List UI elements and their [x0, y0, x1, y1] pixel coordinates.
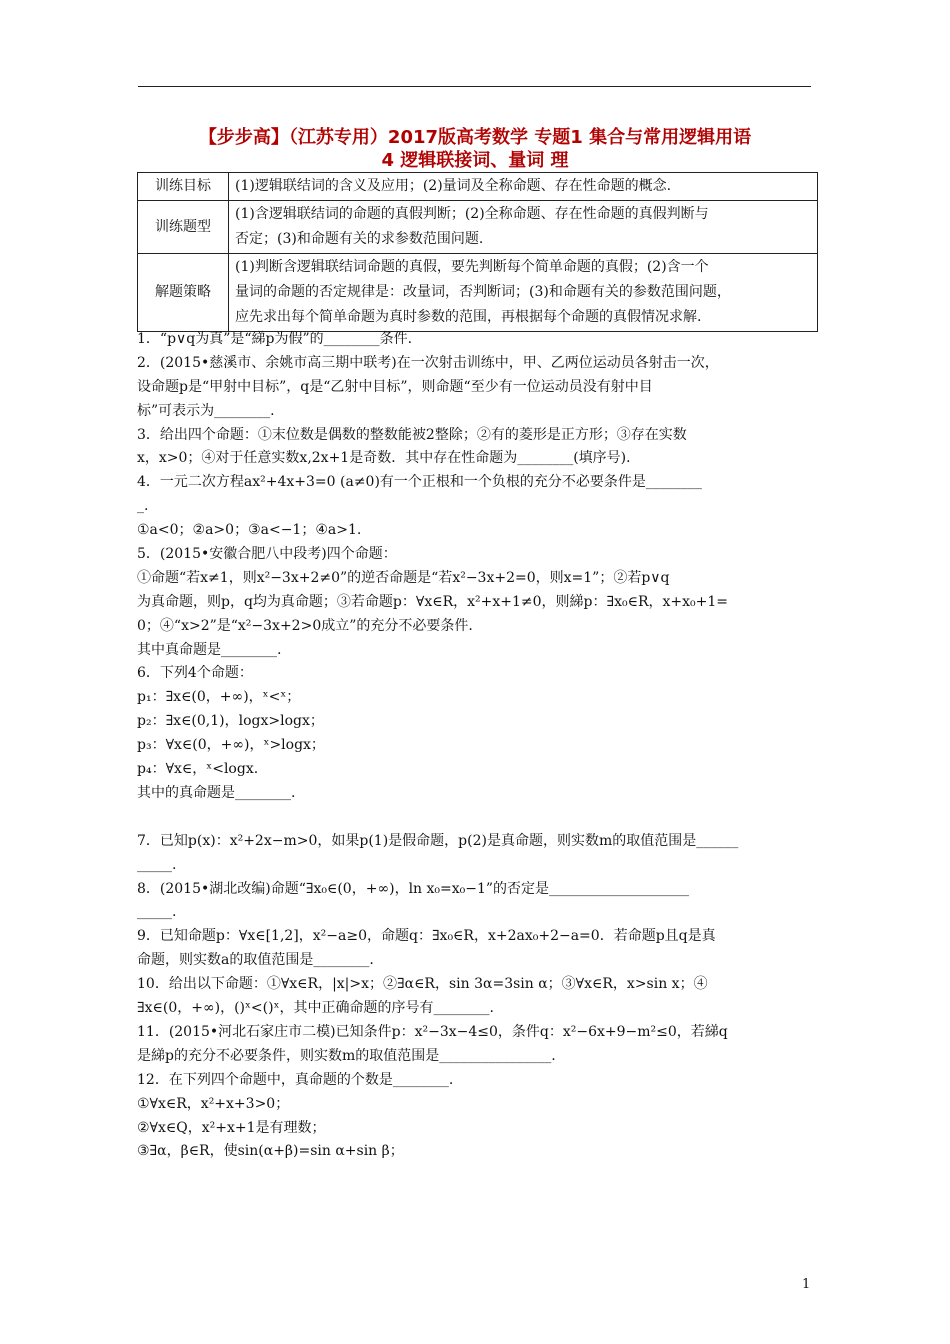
- text-line: 10．给出以下命题：①∀x∈R，|x|>x；②∃α∈R，sin 3α=3sin α；③∀x∈R，x>sin x；④: [137, 976, 708, 993]
- row-line: 否定；(3)和命题有关的求参数范围问题.: [235, 231, 484, 247]
- text-line: 是綈p的充分不必要条件，则实数m的取值范围是________________.: [137, 1047, 556, 1064]
- exercise-list: [137, 328, 817, 1164]
- text-line: ③∃α，β∈R，使sin(α+β)=sin α+sin β；: [137, 1143, 404, 1160]
- table-row: [138, 254, 818, 332]
- page-number: 1: [802, 1277, 811, 1292]
- text-line: ①a<0；②a>0；③a<−1；④a>1.: [137, 522, 362, 539]
- text-line: ①命题“若x≠1，则x²−3x+2≠0”的逆否命题是“若x²−3x+2=0，则x=1”；②若p∨q: [137, 569, 670, 586]
- text-line: 4．一元二次方程ax²+4x+3=0 (a≠0)有一个正根和一个负根的充分不必要条件是________: [137, 474, 702, 491]
- text-line: 为真命题，则p，q均为真命题；③若命题p：∀x∈R，x²+x+1≠0，则綈p：∃x₀∈R，x+x₀+1=: [137, 593, 729, 610]
- text-line: p₂：∃x∈(0,1)，logx>logx；: [137, 713, 324, 730]
- text-line: p₄：∀x∈，ˣ<logx.: [137, 761, 259, 778]
- blank-gap: [137, 806, 817, 830]
- row-content: [229, 201, 818, 254]
- row-line: 量词的命题的否定规律是：改量词，否判断词；(3)和命题有关的参数范围问题，: [235, 284, 731, 300]
- text-line: 设命题p是“甲射中目标”，q是“乙射中目标”，则命题“至少有一位运动员没有射中目: [137, 378, 653, 395]
- row-line: (1)判断含逻辑联结词命题的真假，要先判断每个简单命题的真假；(2)含一个: [235, 259, 709, 275]
- header-rule: [138, 86, 811, 87]
- text-line: 11．(2015•河北石家庄市二模)已知条件p：x²−3x−4≤0，条件q：x²−6x+9−m²≤0，若綈q: [137, 1023, 728, 1040]
- text-line: p₁：∃x∈(0，+∞)，ˣ<ˣ；: [137, 689, 301, 706]
- text-line: 5．(2015•安徽合肥八中段考)四个命题：: [137, 546, 397, 563]
- text-line: 12．在下列四个命题中，真命题的个数是________.: [137, 1071, 454, 1088]
- text-line: ∃x∈(0，+∞)，()ˣ<()ˣ，其中正确命题的序号有________.: [137, 1000, 494, 1017]
- text-line: x，x>0；④对于任意实数x,2x+1是奇数．其中存在性命题为________(填序号)．: [137, 450, 641, 467]
- row-content: [229, 173, 818, 201]
- text-line: _____.: [137, 904, 177, 921]
- text-line: 标”可表示为________.: [137, 402, 275, 419]
- training-info-table: [137, 172, 818, 332]
- document-subtitle: 4 逻辑联接词、量词 理: [381, 150, 569, 171]
- text-line: 9．已知命题p：∀x∈[1,2]，x²−a≥0，命题q：∃x₀∈R，x+2ax₀+2−a=0．若命题p且q是真: [137, 928, 716, 945]
- text-line: p₃：∀x∈(0，+∞)，ˣ>logx；: [137, 737, 325, 754]
- text-line: 7．已知p(x)：x²+2x−m>0，如果p(1)是假命题，p(2)是真命题，则实数m的取值范围是______: [137, 832, 739, 849]
- row-line: 应先求出每个简单命题为真时参数的范围，再根据每个命题的真假情况求解.: [235, 309, 702, 325]
- text-line: 0；④“x>2”是“x²−3x+2>0成立”的充分不必要条件.: [137, 617, 473, 634]
- row-label: 训练目标: [138, 173, 229, 201]
- text-line: 命题，则实数a的取值范围是________.: [137, 952, 374, 969]
- document-title: 【步步高】（江苏专用）2017版高考数学 专题1 集合与常用逻辑用语: [198, 127, 752, 148]
- text-line: 2．(2015•慈溪市、余姚市高三期中联考)在一次射击训练中，甲、乙两位运动员各射击一次，: [137, 354, 719, 371]
- text-line: 1．“p∨q为真”是“綈p为假”的________条件.: [137, 331, 413, 347]
- text-line: 其中真命题是________.: [137, 641, 282, 658]
- text-line: _.: [137, 498, 149, 515]
- row-label: 解题策略: [138, 254, 229, 332]
- row-label: 训练题型: [138, 201, 229, 254]
- text-line: 3．给出四个命题：①末位数是偶数的整数能被2整除；②有的菱形是正方形；③存在实数: [137, 426, 687, 443]
- table-row: [138, 201, 818, 254]
- text-line: ②∀x∈Q，x²+x+1是有理数；: [137, 1119, 326, 1136]
- text-line: 其中的真命题是________.: [137, 784, 296, 801]
- table-row: [138, 173, 818, 201]
- text-line: _____.: [137, 856, 177, 873]
- text-line: 6．下列4个命题：: [137, 665, 253, 682]
- row-content: [229, 254, 818, 332]
- row-line: (1)含逻辑联结词的命题的真假判断；(2)全称命题、存在性命题的真假判断与: [235, 206, 709, 222]
- text-line: 8．(2015•湖北改编)命题“∃x₀∈(0，+∞)，ln x₀=x₀−1”的否定是____________________: [137, 880, 690, 897]
- row-line: (1)逻辑联结词的含义及应用；(2)量词及全称命题、存在性命题的概念.: [235, 178, 672, 194]
- text-line: ①∀x∈R，x²+x+3>0；: [137, 1095, 290, 1112]
